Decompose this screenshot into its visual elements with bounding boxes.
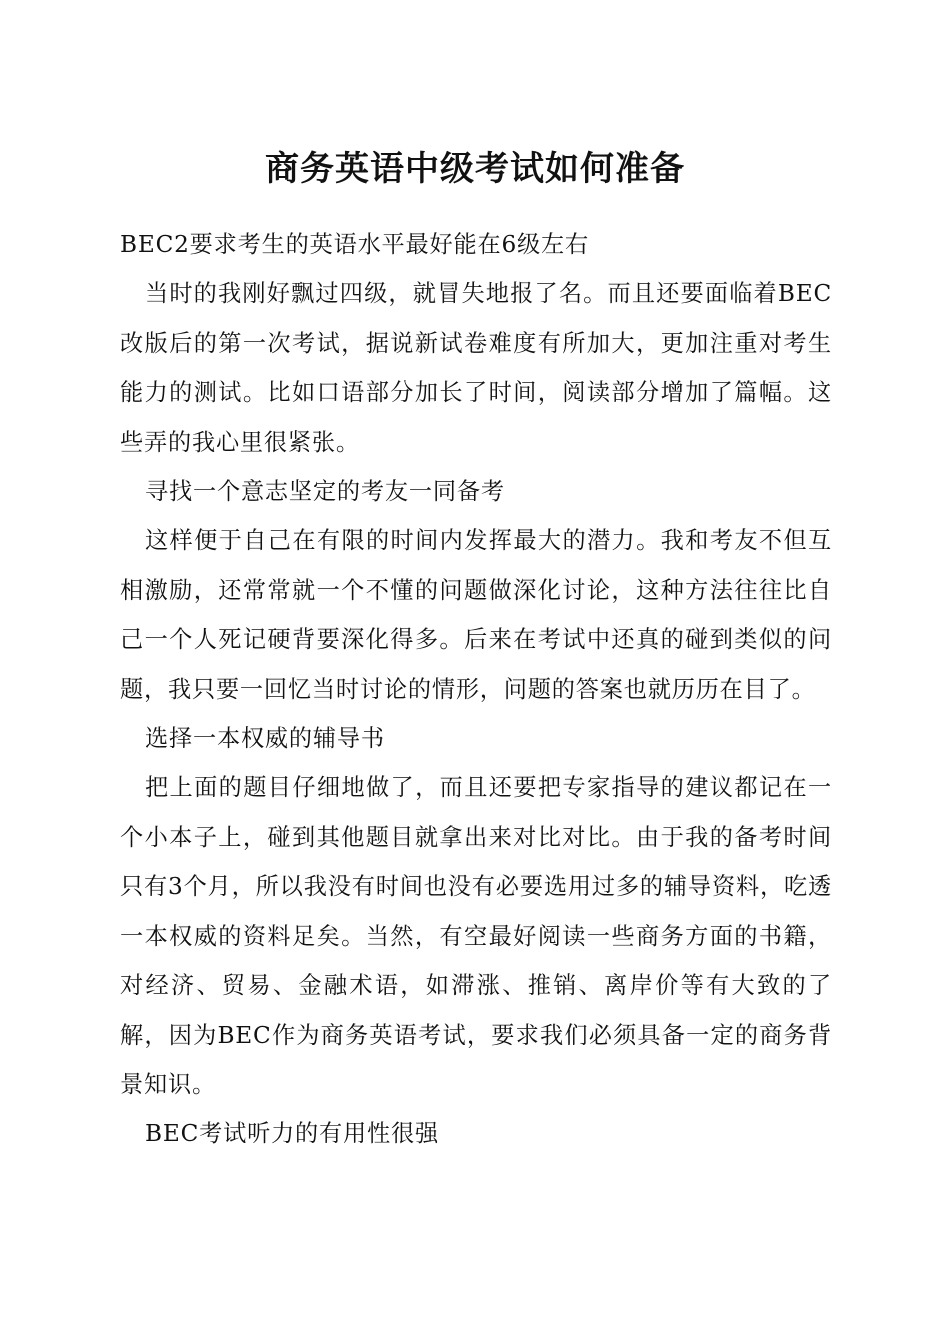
document-title: 商务英语中级考试如何准备	[265, 149, 685, 189]
section-heading-listening: BEC考试听力的有用性很强	[145, 1120, 439, 1148]
document-body	[120, 220, 832, 1159]
section-heading-study-partner: 寻找一个意志坚定的考友一同备考	[145, 478, 505, 506]
paragraph-experience: 当时的我刚好飘过四级，就冒失地报了名。而且还要面临着BEC改版后的第一次考试，据说新试卷难度有所加大，更加注重对考生能力的测试。比如口语部分加长了时间，阅读部分增加了篇幅。这些弄的我心里很紧张。	[120, 280, 832, 456]
intro-line: BEC2要求考生的英语水平最好能在6级左右	[120, 231, 590, 258]
paragraph-study-partner: 这样便于自己在有限的时间内发挥最大的潜力。我和考友不但互相激励，还常常就一个不懂的问题做深化讨论，这种方法往往比自己一个人死记硬背要深化得多。后来在考试中还真的碰到类似的问题，我只要一回忆当时讨论的情形，问题的答案也就历历在目了。	[120, 527, 832, 703]
paragraph-guide-book: 把上面的题目仔细地做了，而且还要把专家指导的建议都记在一个小本子上，碰到其他题目就拿出来对比对比。由于我的备考时间只有3个月，所以我没有时间也没有必要选用过多的辅导资料，吃透一本权威的资料足矣。当然，有空最好阅读一些商务方面的书籍，对经济、贸易、金融术语，如滞涨、推销、离岸价等有大致的了解，因为BEC作为商务英语考试，要求我们必须具备一定的商务背景知识。	[120, 774, 832, 1098]
section-heading-guide-book: 选择一本权威的辅导书	[145, 725, 385, 753]
